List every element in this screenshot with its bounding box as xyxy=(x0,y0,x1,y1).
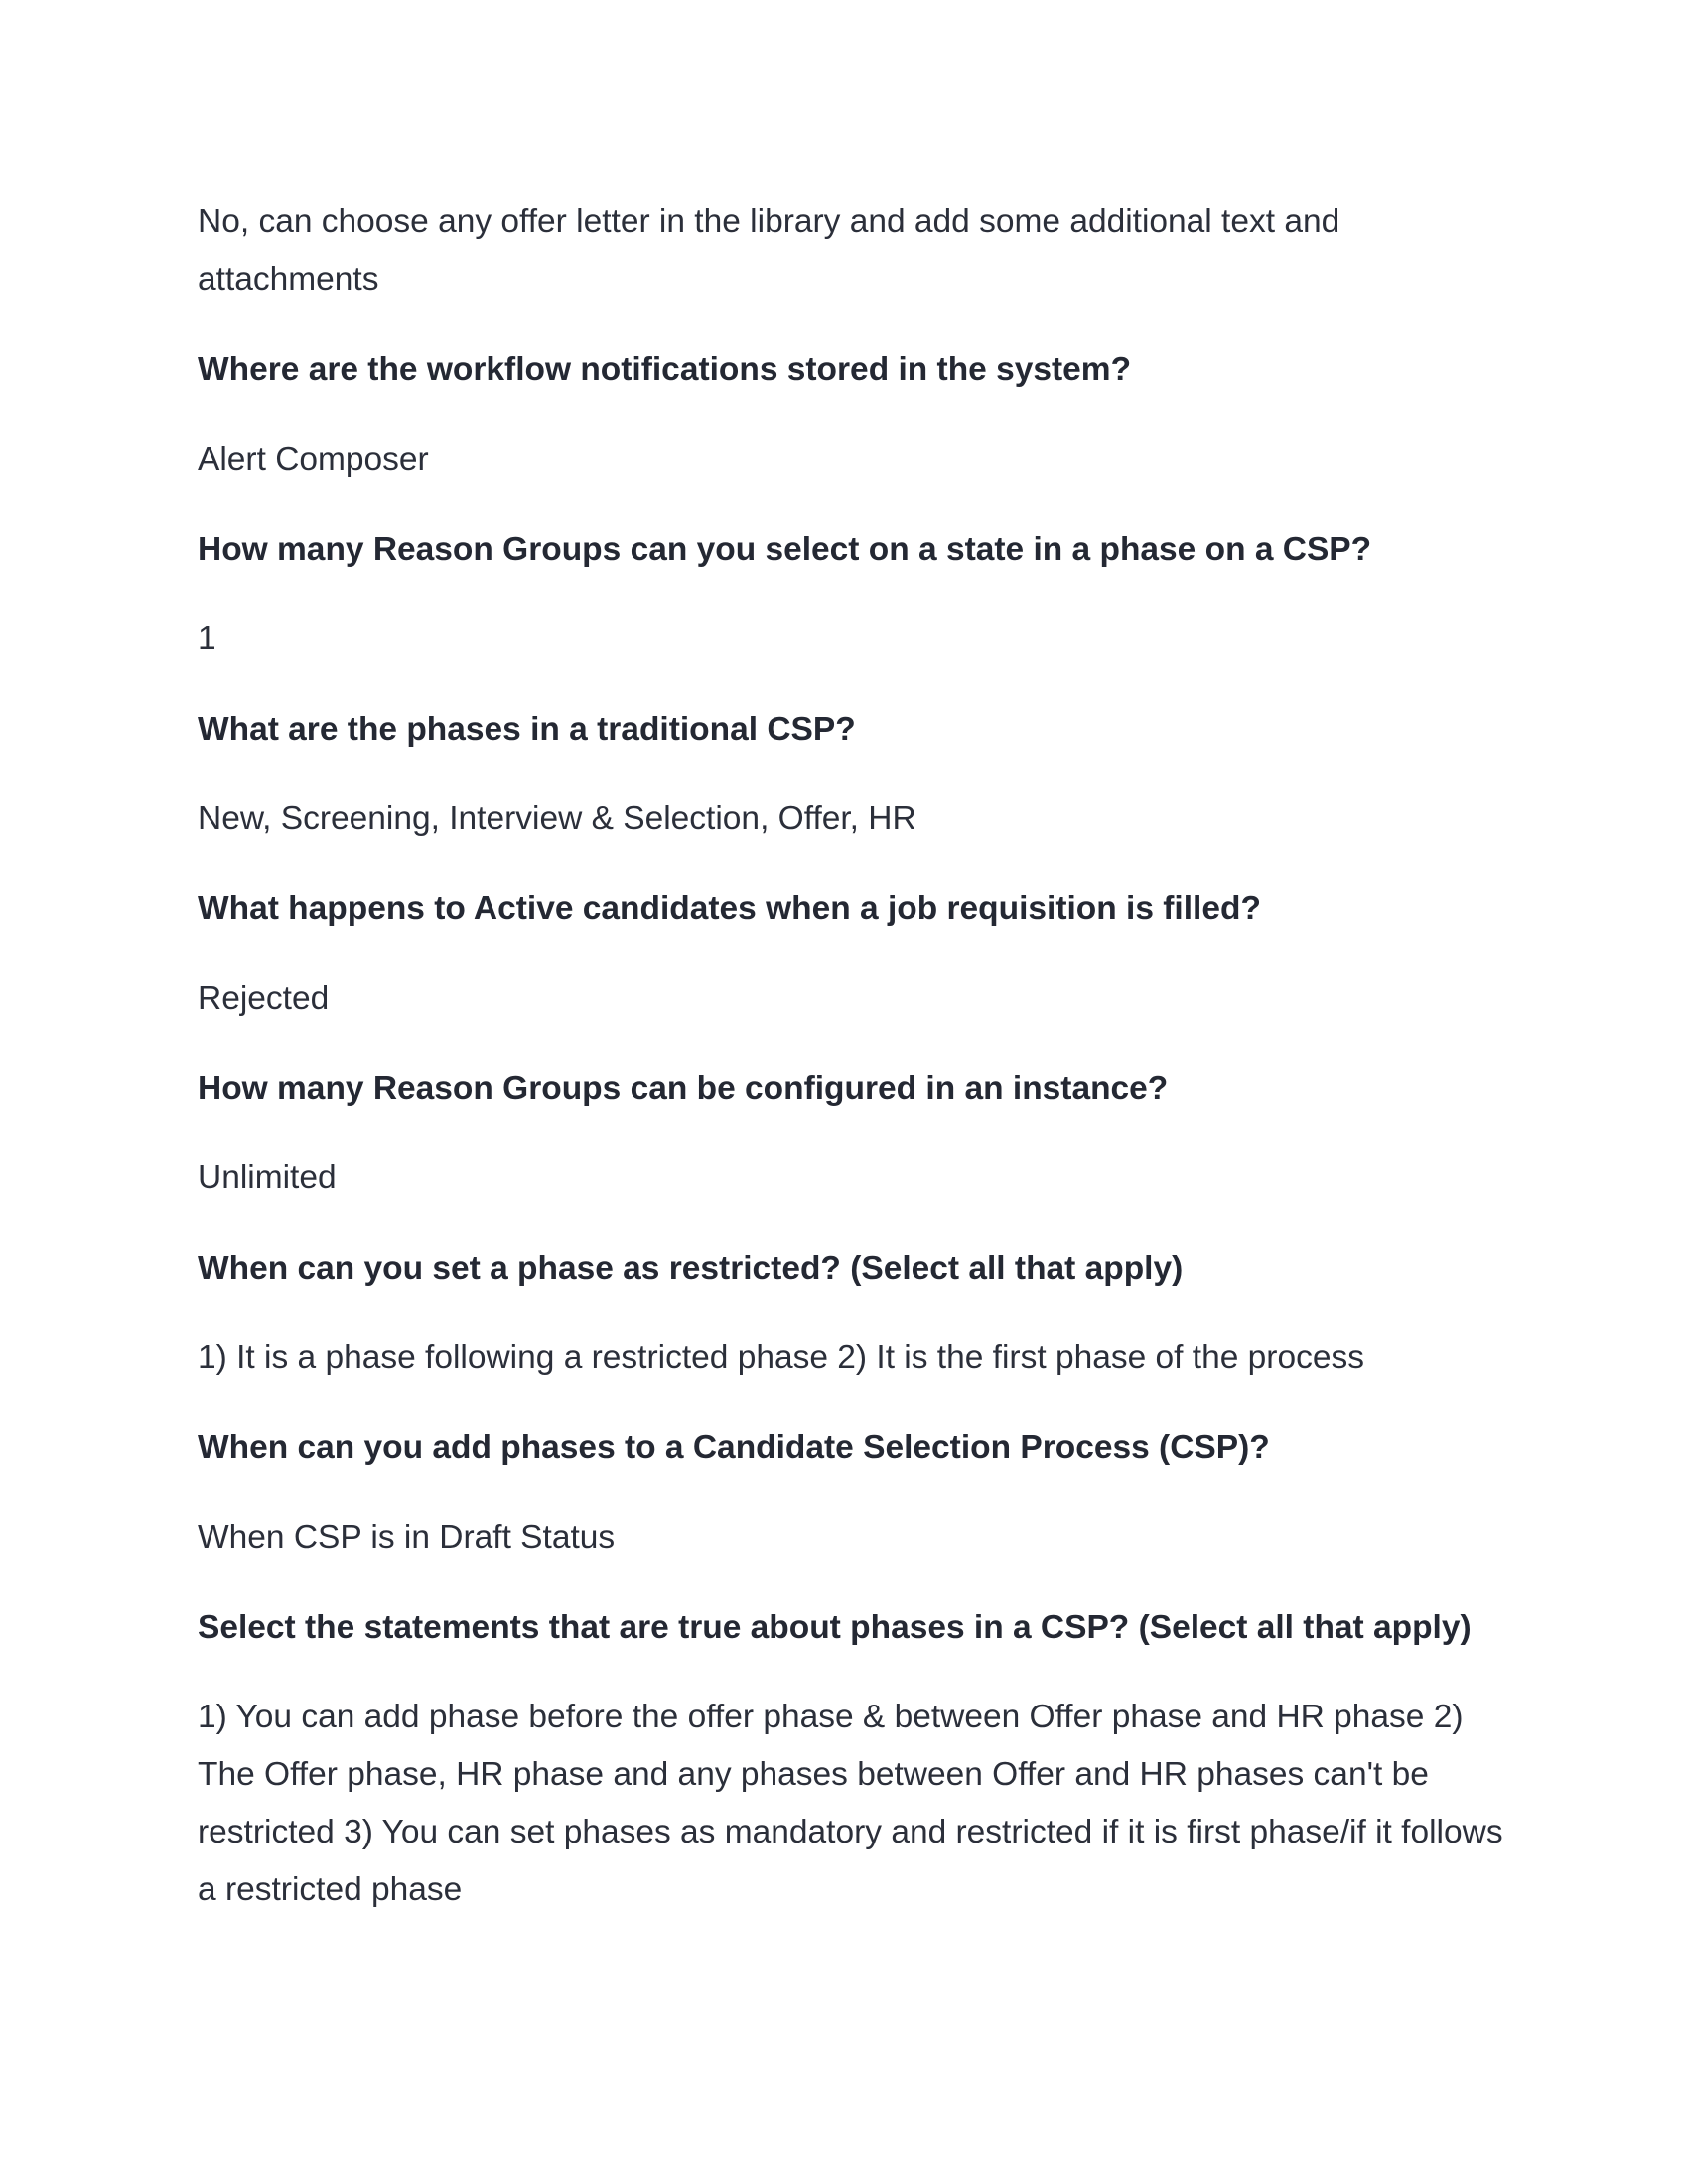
answer-text: Alert Composer xyxy=(198,441,429,478)
qa-item xyxy=(198,1240,1508,1387)
question-text: How many Reason Groups can you select on a state in a phase on a CSP? xyxy=(198,531,1372,568)
answer-text: New, Screening, Interview & Selection, Offer, HR xyxy=(198,800,916,837)
qa-item xyxy=(198,1060,1508,1207)
qa-item xyxy=(198,1420,1508,1567)
document-page xyxy=(198,194,1508,1952)
question-text: When can you set a phase as restricted? (Select all that apply) xyxy=(198,1250,1184,1287)
qa-item xyxy=(198,341,1508,488)
answer-text: When CSP is in Draft Status xyxy=(198,1519,616,1556)
answer-text: 1 xyxy=(198,620,216,657)
question-text: What happens to Active candidates when a job requisition is filled? xyxy=(198,890,1261,927)
answer-text: Rejected xyxy=(198,980,330,1017)
qa-item xyxy=(198,701,1508,848)
qa-item xyxy=(198,521,1508,668)
question-text: Select the statements that are true about phases in a CSP? (Select all that apply) xyxy=(198,1609,1472,1646)
intro-answer-text: No, can choose any offer letter in the library and add some additional text and attachments xyxy=(198,204,1340,298)
question-text: How many Reason Groups can be configured in an instance? xyxy=(198,1070,1169,1107)
question-text: Where are the workflow notifications stored in the system? xyxy=(198,351,1132,388)
answer-text: 1) You can add phase before the offer phase & between Offer phase and HR phase 2) The Offer phase, HR phase and any phases between Offer and HR phases can't be restricted 3) You can set phases as mandatory and restricted if it is first phase/if it follows a restricted phase xyxy=(198,1699,1503,1908)
answer-text: 1) It is a phase following a restricted phase 2) It is the first phase of the process xyxy=(198,1339,1364,1376)
qa-item xyxy=(198,881,1508,1027)
question-text: When can you add phases to a Candidate Selection Process (CSP)? xyxy=(198,1430,1270,1466)
question-text: What are the phases in a traditional CSP? xyxy=(198,711,856,748)
qa-item xyxy=(198,1599,1508,1919)
answer-text: Unlimited xyxy=(198,1160,337,1196)
